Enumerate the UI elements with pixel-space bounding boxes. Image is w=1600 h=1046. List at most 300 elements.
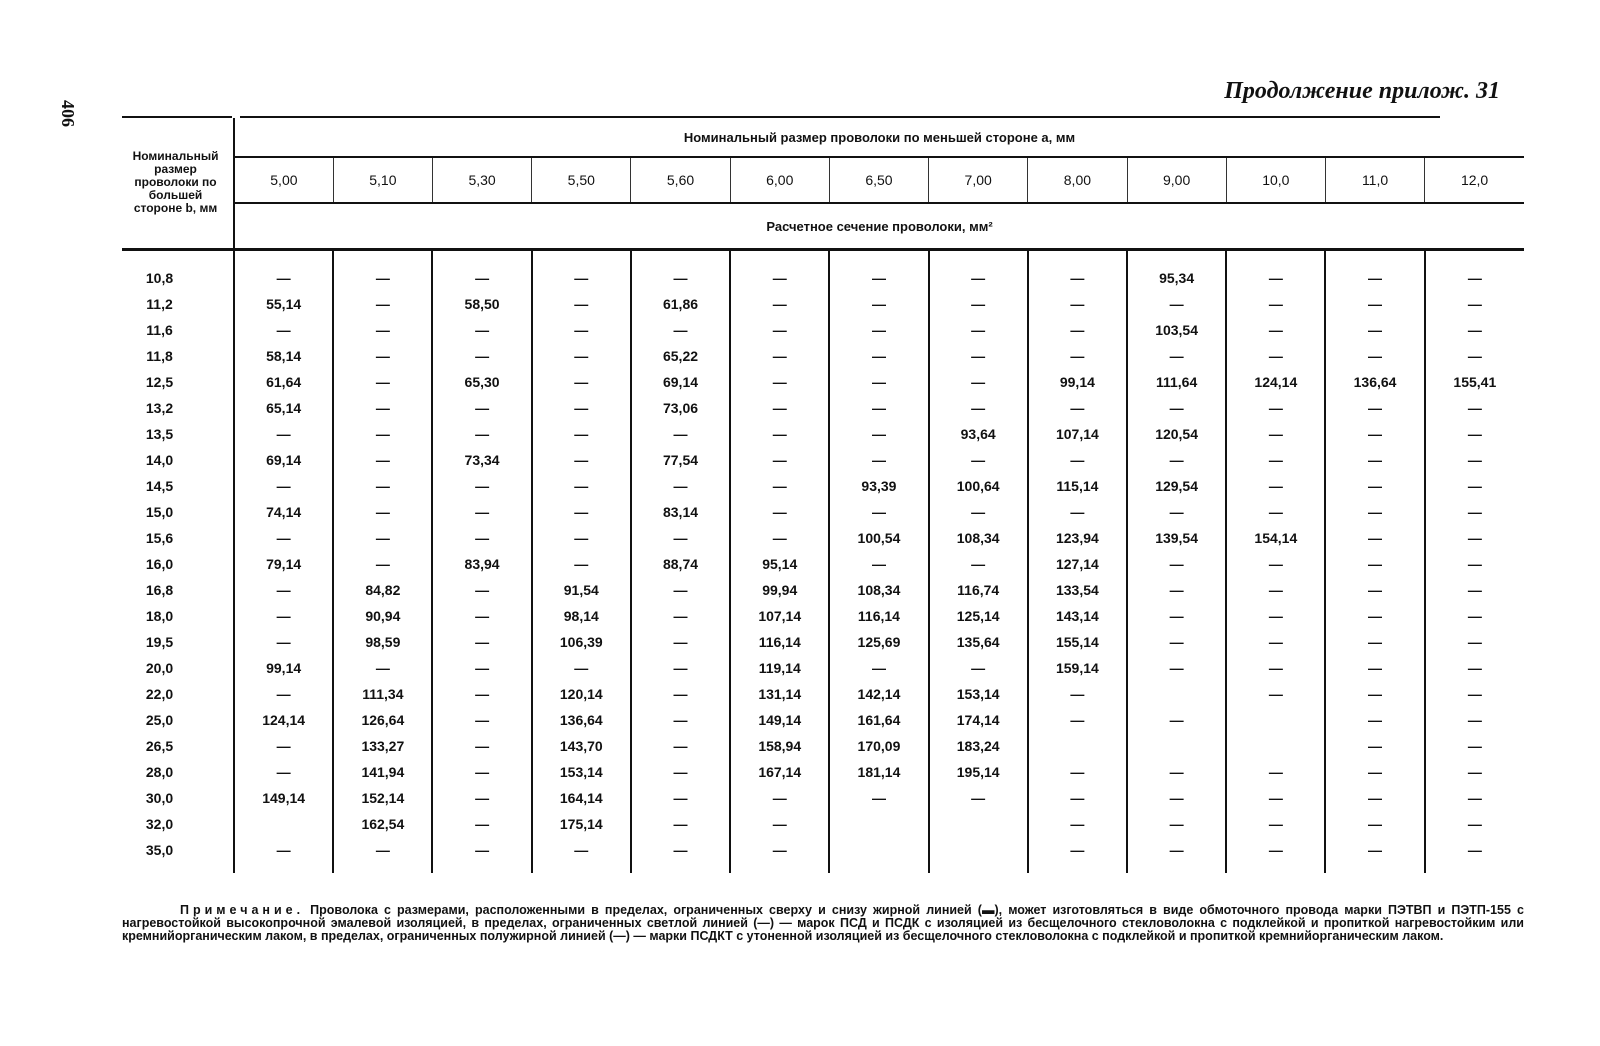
table-cell: — [1127, 655, 1226, 681]
table-cell: — [1226, 759, 1325, 785]
table-cell: — [333, 421, 432, 447]
table-cell: — [829, 551, 928, 577]
table-row [122, 681, 1524, 707]
table-cell: — [1127, 395, 1226, 421]
table-cell: 183,24 [929, 733, 1028, 759]
table-cell: — [1325, 733, 1424, 759]
table-cell: — [929, 317, 1028, 343]
table-cell: 129,54 [1127, 473, 1226, 499]
table-cell: — [532, 395, 631, 421]
data-table-container [122, 118, 1524, 873]
table-cell: — [1226, 681, 1325, 707]
row-label: 15,0 [145, 504, 174, 520]
table-cell: — [1425, 837, 1524, 873]
table-cell: — [1325, 473, 1424, 499]
table-cell: 107,14 [730, 603, 829, 629]
table-cell: — [234, 837, 333, 873]
table-cell: — [234, 681, 333, 707]
table-cell: — [234, 421, 333, 447]
spacer-cell [1425, 250, 1524, 266]
table-cell: — [1226, 551, 1325, 577]
table-cell: — [432, 473, 531, 499]
table-cell: — [333, 837, 432, 873]
table-cell: — [929, 291, 1028, 317]
table-cell: — [1325, 759, 1424, 785]
table-cell: — [1127, 759, 1226, 785]
row-label: 30,0 [145, 790, 174, 806]
table-cell: — [1425, 421, 1524, 447]
table-cell: 83,94 [432, 551, 531, 577]
table-row [122, 603, 1524, 629]
table-cell: — [829, 785, 928, 811]
table-cell: 181,14 [829, 759, 928, 785]
column-group-header: Номинальный размер проволоки по меньшей стороне а, мм [234, 118, 1524, 157]
spacer-cell [122, 250, 234, 266]
table-cell: 111,64 [1127, 369, 1226, 395]
table-cell: 131,14 [730, 681, 829, 707]
table-cell: — [1425, 395, 1524, 421]
table-cell: 61,86 [631, 291, 730, 317]
table-cell: — [730, 265, 829, 291]
table-cell: — [631, 603, 730, 629]
table-cell: — [1425, 551, 1524, 577]
row-label: 10,8 [145, 270, 174, 286]
table-cell: — [1325, 603, 1424, 629]
table-cell: — [532, 265, 631, 291]
table-cell: — [532, 525, 631, 551]
table-row [122, 395, 1524, 421]
table-row [122, 291, 1524, 317]
table-cell: — [1325, 291, 1424, 317]
table-cell: — [234, 577, 333, 603]
table-cell [234, 811, 333, 837]
table-cell: 142,14 [829, 681, 928, 707]
table-cell: 73,06 [631, 395, 730, 421]
table-cell: — [1127, 291, 1226, 317]
table-cell: 83,14 [631, 499, 730, 525]
table-cell: — [1425, 707, 1524, 733]
table-cell: — [432, 655, 531, 681]
table-cell: 125,69 [829, 629, 928, 655]
column-header-row [122, 157, 1524, 203]
table-cell: — [432, 811, 531, 837]
table-cell: — [730, 395, 829, 421]
table-cell: 158,94 [730, 733, 829, 759]
table-cell: — [929, 395, 1028, 421]
row-label: 15,6 [145, 530, 174, 546]
table-cell: — [1226, 837, 1325, 873]
column-header: 6,50 [829, 157, 928, 203]
table-cell: — [1226, 291, 1325, 317]
table-cell: 139,54 [1127, 525, 1226, 551]
spacer-row [122, 250, 1524, 266]
table-cell: — [829, 343, 928, 369]
table-row [122, 785, 1524, 811]
table-cell: — [1325, 577, 1424, 603]
table-cell: 84,82 [333, 577, 432, 603]
row-label: 12,5 [145, 374, 174, 390]
table-cell: 124,14 [234, 707, 333, 733]
table-cell: — [532, 369, 631, 395]
spacer-cell [829, 250, 928, 266]
table-cell: — [1325, 265, 1424, 291]
table-cell: 143,70 [532, 733, 631, 759]
table-cell: — [234, 265, 333, 291]
table-cell: 161,64 [829, 707, 928, 733]
table-cell: — [1028, 681, 1127, 707]
table-cell: — [1425, 447, 1524, 473]
table-cell: — [929, 785, 1028, 811]
table-cell: 93,39 [829, 473, 928, 499]
table-cell: — [1425, 317, 1524, 343]
table-cell [1028, 733, 1127, 759]
table-cell: — [631, 681, 730, 707]
table-cell: — [631, 733, 730, 759]
table-cell: — [829, 291, 928, 317]
table-cell: — [1028, 785, 1127, 811]
table-row [122, 525, 1524, 551]
column-header: 5,60 [631, 157, 730, 203]
table-cell: — [730, 473, 829, 499]
table-row [122, 629, 1524, 655]
table-cell: — [730, 317, 829, 343]
table-cell: — [730, 525, 829, 551]
table-cell: 133,27 [333, 733, 432, 759]
table-cell: 174,14 [929, 707, 1028, 733]
row-label: 14,0 [145, 452, 174, 468]
table-row [122, 343, 1524, 369]
table-cell: — [1226, 811, 1325, 837]
table-row [122, 317, 1524, 343]
table-cell: 99,14 [234, 655, 333, 681]
table-cell: — [730, 811, 829, 837]
table-cell: 154,14 [1226, 525, 1325, 551]
row-header: Номинальный размер проволоки по большей стороне b, мм [122, 118, 234, 250]
table-cell: 195,14 [929, 759, 1028, 785]
row-label: 11,6 [146, 322, 173, 338]
table-cell: — [1226, 473, 1325, 499]
table-cell: — [1226, 577, 1325, 603]
table-cell: — [929, 499, 1028, 525]
table-cell: 149,14 [730, 707, 829, 733]
table-cell: — [532, 499, 631, 525]
table-cell: — [1226, 317, 1325, 343]
table-cell: 95,14 [730, 551, 829, 577]
table-row [122, 577, 1524, 603]
table-cell: — [1028, 811, 1127, 837]
spacer-cell [929, 250, 1028, 266]
table-cell: — [1325, 317, 1424, 343]
table-cell: — [333, 291, 432, 317]
table-cell: — [730, 837, 829, 873]
table-cell: 55,14 [234, 291, 333, 317]
table-cell: 153,14 [532, 759, 631, 785]
table-cell: — [1325, 525, 1424, 551]
table-cell: 108,34 [829, 577, 928, 603]
table-cell [1226, 733, 1325, 759]
table-cell: 133,54 [1028, 577, 1127, 603]
table-cell: 79,14 [234, 551, 333, 577]
table-cell: — [829, 369, 928, 395]
table-cell: — [929, 265, 1028, 291]
table-cell: — [1325, 343, 1424, 369]
table-cell: — [730, 291, 829, 317]
table-note [122, 904, 1524, 943]
table-cell: — [829, 317, 928, 343]
table-cell: — [1325, 837, 1424, 873]
table-cell: — [1425, 499, 1524, 525]
table-cell: — [1325, 785, 1424, 811]
table-cell: 120,54 [1127, 421, 1226, 447]
table-cell: — [432, 265, 531, 291]
column-header: 9,00 [1127, 157, 1226, 203]
table-cell [1127, 733, 1226, 759]
table-cell: — [929, 447, 1028, 473]
table-cell: — [532, 473, 631, 499]
table-cell: — [1425, 525, 1524, 551]
row-label: 11,2 [146, 296, 173, 312]
table-cell: 106,39 [532, 629, 631, 655]
table-cell: 123,94 [1028, 525, 1127, 551]
table-cell: 74,14 [234, 499, 333, 525]
table-body [122, 250, 1524, 874]
table-cell [929, 811, 1028, 837]
column-header: 7,00 [929, 157, 1028, 203]
table-cell: — [730, 343, 829, 369]
table-cell: 98,59 [333, 629, 432, 655]
table-cell: — [1028, 499, 1127, 525]
table-cell: — [1028, 447, 1127, 473]
table-cell: — [432, 785, 531, 811]
table-cell: — [1325, 551, 1424, 577]
table-cell: — [1127, 811, 1226, 837]
table-cell: 115,14 [1028, 473, 1127, 499]
table-cell: — [333, 369, 432, 395]
table-cell: — [333, 265, 432, 291]
table-row [122, 473, 1524, 499]
table-cell: 159,14 [1028, 655, 1127, 681]
table-cell: — [432, 603, 531, 629]
table-cell: — [1325, 629, 1424, 655]
table-cell: — [1127, 603, 1226, 629]
table-cell [1226, 707, 1325, 733]
table-cell: — [929, 343, 1028, 369]
table-cell: — [1028, 291, 1127, 317]
column-header: 10,0 [1226, 157, 1325, 203]
table-cell: — [1028, 395, 1127, 421]
table-cell [1127, 681, 1226, 707]
table-cell: 152,14 [333, 785, 432, 811]
table-cell: — [730, 369, 829, 395]
table-cell: — [234, 525, 333, 551]
table-cell: — [234, 629, 333, 655]
table-cell: 100,64 [929, 473, 1028, 499]
unit-header: Расчетное сечение проволоки, мм² [234, 203, 1524, 250]
table-cell: 100,54 [829, 525, 928, 551]
column-header: 5,10 [333, 157, 432, 203]
row-label: 13,2 [145, 400, 174, 416]
spacer-cell [1226, 250, 1325, 266]
table-cell: — [532, 837, 631, 873]
table-cell: — [730, 421, 829, 447]
table-cell: — [631, 577, 730, 603]
row-label: 22,0 [145, 686, 174, 702]
table-cell: 93,64 [929, 421, 1028, 447]
table-cell: — [432, 759, 531, 785]
spacer-cell [532, 250, 631, 266]
table-cell: 136,64 [532, 707, 631, 733]
table-cell: — [432, 395, 531, 421]
table-cell: — [1425, 785, 1524, 811]
table-row [122, 499, 1524, 525]
table-cell: — [1028, 707, 1127, 733]
table-cell: — [1127, 499, 1226, 525]
table-row [122, 811, 1524, 837]
table-cell: 116,14 [730, 629, 829, 655]
table-cell: — [631, 785, 730, 811]
table-row [122, 421, 1524, 447]
table-cell: — [1226, 395, 1325, 421]
table-cell: 69,14 [631, 369, 730, 395]
table-cell: — [1325, 681, 1424, 707]
table-cell: — [234, 473, 333, 499]
row-label: 16,0 [145, 556, 174, 572]
table-cell: — [631, 655, 730, 681]
table-cell: — [432, 343, 531, 369]
table-cell: 77,54 [631, 447, 730, 473]
table-cell: — [1226, 499, 1325, 525]
table-cell: — [631, 265, 730, 291]
table-cell: 99,94 [730, 577, 829, 603]
table-cell: 73,34 [432, 447, 531, 473]
table-cell: 99,14 [1028, 369, 1127, 395]
table-cell: 155,14 [1028, 629, 1127, 655]
table-cell: 88,74 [631, 551, 730, 577]
spacer-cell [234, 250, 333, 266]
table-cell: 116,74 [929, 577, 1028, 603]
row-label: 19,5 [145, 634, 174, 650]
row-label: 26,5 [145, 738, 174, 754]
table-cell: — [631, 811, 730, 837]
table-cell: — [1325, 447, 1424, 473]
table-cell: — [631, 759, 730, 785]
table-cell: 103,54 [1127, 317, 1226, 343]
spacer-cell [1028, 250, 1127, 266]
table-cell: — [1028, 317, 1127, 343]
note-label: Примечание. [180, 903, 305, 917]
table-cell: — [1226, 343, 1325, 369]
spacer-cell [432, 250, 531, 266]
table-cell: — [631, 421, 730, 447]
table-cell: — [730, 785, 829, 811]
row-label: 13,5 [145, 426, 174, 442]
table-cell: — [631, 837, 730, 873]
spacer-cell [1325, 250, 1424, 266]
table-cell: — [432, 577, 531, 603]
table-cell: — [532, 343, 631, 369]
table-cell: 175,14 [532, 811, 631, 837]
table-cell: — [1127, 551, 1226, 577]
table-cell: — [532, 317, 631, 343]
table-cell: — [1127, 837, 1226, 873]
table-cell: — [1226, 629, 1325, 655]
table-cell: — [1425, 733, 1524, 759]
spacer-cell [631, 250, 730, 266]
table-cell: 135,64 [929, 629, 1028, 655]
table-cell: — [1028, 265, 1127, 291]
table-cell: — [631, 473, 730, 499]
wire-section-table [122, 118, 1524, 873]
spacer-cell [333, 250, 432, 266]
column-header: 6,00 [730, 157, 829, 203]
table-cell: — [333, 343, 432, 369]
table-cell: — [1325, 707, 1424, 733]
table-cell: — [1226, 655, 1325, 681]
table-cell: 116,14 [829, 603, 928, 629]
table-cell: — [1226, 265, 1325, 291]
table-row [122, 265, 1524, 291]
table-cell: — [333, 317, 432, 343]
running-head: Продолжение прилож. 31 [1224, 78, 1500, 104]
table-cell [829, 837, 928, 873]
table-cell: — [432, 629, 531, 655]
table-row [122, 447, 1524, 473]
table-cell: — [1425, 577, 1524, 603]
table-cell: — [1028, 343, 1127, 369]
table-cell: — [631, 707, 730, 733]
table-cell: — [1226, 447, 1325, 473]
table-cell: — [1425, 265, 1524, 291]
table-cell: 141,94 [333, 759, 432, 785]
table-cell: — [1127, 707, 1226, 733]
table-cell: 126,64 [333, 707, 432, 733]
row-label: 35,0 [145, 842, 174, 858]
row-label: 32,0 [145, 816, 174, 832]
column-header: 11,0 [1325, 157, 1424, 203]
table-cell: — [631, 317, 730, 343]
table-cell: — [730, 447, 829, 473]
table-row [122, 551, 1524, 577]
table-cell: — [432, 525, 531, 551]
table-cell: — [1127, 343, 1226, 369]
column-header: 5,50 [532, 157, 631, 203]
table-cell: 155,41 [1425, 369, 1524, 395]
note-text: Проволока с размерами, расположенными в пределах, ограниченных сверху и снизу жирной линией (▬), может изготовляться в виде обмоточного провода марки ПЭТВП и ПЭТП-155 с нагревостойкой высокопрочной эмалевой изоляцией, в пределах, ограниченных светлой линией (—) — марок ПСД и ПСДК с изоляцией из бесщелочного стекловолокна с подклейкой и пропиткой нагревостойким или кремнийорганическим лаком, в пределах, ограниченных полужирной линией (—) — марки ПСДКТ с утоненной изоляцией из бесщелочного стекловолокна с подклейкой и пропиткой кремнийорганическим лаком. [122, 903, 1524, 943]
table-cell: — [1425, 655, 1524, 681]
row-label: 16,8 [145, 582, 174, 598]
table-cell: — [432, 837, 531, 873]
table-cell [929, 837, 1028, 873]
table-cell: — [1325, 655, 1424, 681]
row-label: 18,0 [145, 608, 174, 624]
table-cell: — [1425, 291, 1524, 317]
row-label: 25,0 [145, 712, 174, 728]
table-cell: 127,14 [1028, 551, 1127, 577]
table-cell: — [1425, 759, 1524, 785]
table-cell: — [1028, 759, 1127, 785]
table-cell: — [333, 499, 432, 525]
table-cell: — [1226, 603, 1325, 629]
table-cell: — [532, 551, 631, 577]
table-cell: — [631, 525, 730, 551]
table-cell: — [1325, 499, 1424, 525]
table-cell: — [532, 655, 631, 681]
column-header: 5,00 [234, 157, 333, 203]
table-cell: — [1325, 811, 1424, 837]
table-cell: — [432, 707, 531, 733]
table-cell: 153,14 [929, 681, 1028, 707]
table-cell: — [1325, 395, 1424, 421]
